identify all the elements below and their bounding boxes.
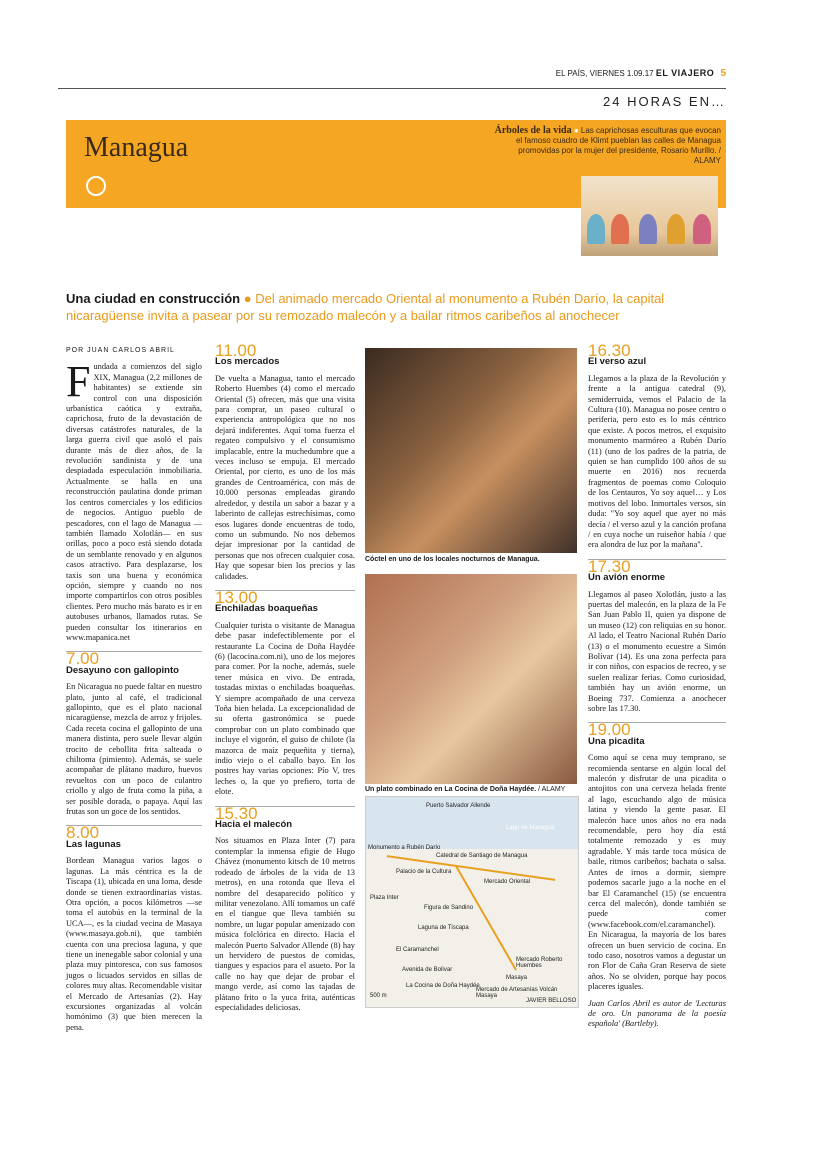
map-label: La Cocina de Doña Haydée <box>406 983 480 989</box>
map-label: Catedral de Santiago de Managua <box>436 853 528 859</box>
map-label: Laguna de Tiscapa <box>418 925 469 931</box>
intro-text: undada a comienzos del siglo XIX, Managua (2,2 millones de habitantes) se extiende sin control con una disposición urbanística caótica y extraña, caprichosa, fruto de la devastación de diversas catástrofes naturales, de la larga guerra civil que asoló el país durante más de diez años, de la revolución sandinista y de una despiadada especulación inmobiliaria. Actualmente se halla en una reconstrucción paulatina donde priman los centros comerciales y los edificios de negocios. Antiguo pueblo de pescadores, con el lago de Managua —también llamado Xolotlán— en sus orillas, poco a poco está siendo dotada de un semblante renovado y en algunos casos atractivo. Para desplazarse, los taxis son una buena y económica opción, siempre y cuando no nos importe compartirlos con otros posibles clientes. Pero mucho más barato es ir en autobuses urbanos, llamados rutas. Se pueden consultar los itinerarios en www.mapanica.net <box>66 362 202 642</box>
time-1100: 11.00 <box>215 341 257 360</box>
section-text-1100: De vuelta a Managua, tanto el mercado Roberto Huembes (4) como el mercado Oriental (5) ofrecen, más que una visita para comprar, un paseo cultural o experiencia antropológica que no nos dejará indiferentes. Aquí toma fuerza el regateo compulsivo y el consumismo implacable, entre la muchedumbre que a veces incluso se empuja. El mercado Oriental, por cierto, es uno de los más grandes de Centroamérica, con más de 10.000 personas empleadas girando alrededor, y destila un sabor a bazar y a laberinto de callejas estrechísimas, como esos lugares donde encuentras de todo, como un submundo. No nos debemos dejar impresionar por la cantidad de personas que nos ofrecen cualquier cosa. Hay que sopesar bien los precios y las calidades. <box>215 373 355 581</box>
photo-caption-2-credit: / ALAMY <box>538 786 566 793</box>
section-title-1630: El verso azul <box>588 356 647 368</box>
section-title-800: Las lagunas <box>66 838 121 850</box>
time-800: 8.00 <box>66 825 202 838</box>
map-label: Plaza Inter <box>370 895 399 901</box>
author-note: Juan Carlos Abril es autor de 'Lecturas de oro. Un panorama de la poesía española' (Bartleby). <box>588 998 726 1029</box>
map-label: Palacio de la Cultura <box>396 869 452 875</box>
time-700: 7.00 <box>66 651 202 664</box>
map-label: Monumento a Rubén Darío <box>368 845 441 851</box>
section-text-1300: Cualquier turista o visitante de Managua debe pasar indefectiblemente por el restaurante La Cocina de Doña Haydée (6) (lacocina.com.ni), uno de los mejores para comer. Por la noche, además, suele tener música en vivo. De entrada, tostadas mixtas o enchiladas boaqueñas. Y siempre acompañado de una cerveza Toña bien helada. La excepcionalidad de su oferta gastronómica se puede comprobar con un plato combinado que incluye el vigorón, el guiso de chilote (la mazorca de maíz pequeñita y tierna), indio viejo o el caballo bayo. En los postres hay varias opciones: Pío V, tres leches o, la que yo prefiero, torta de elote. <box>215 620 355 797</box>
time-1900: 19.00 <box>588 722 726 735</box>
map-label: El Caramanchel <box>396 947 439 953</box>
cocktail-photo <box>365 348 577 553</box>
section-text-700: En Nicaragua no puede faltar en nuestro plato, junto al café, el tradicional gallopinto, que es el plato nacional nicaragüense, mezcla de arroz y frijoles. Cada receta cocina el gallopinto de una manera distinta, pero suele llevar algún trocito de cebollita frita salteada o chiltoma (pimiento). Además, se suele acompañar de plátano maduro, huevos revueltos con un poco de culantro criollo y algo de fruta como la piña, a ser posible dorada, o papaya. Aquí las frutas son un goce de los sentidos. <box>66 682 202 817</box>
map-label: Mercado Oriental <box>484 879 531 885</box>
photo-caption-2-text: Un plato combinado en La Cocina de Doña Haydée. <box>365 786 537 793</box>
publication-date: EL PAÍS, VIERNES 1.09.17 <box>555 69 654 78</box>
page-number: 5 <box>720 68 726 79</box>
column-2 <box>215 341 355 1013</box>
banner-caption-credit: / ALAMY <box>693 146 721 165</box>
banner-caption-title: Árboles de la vida <box>494 125 572 136</box>
column-1 <box>66 346 202 1033</box>
map-label: Lago de Managua <box>506 825 555 831</box>
banner-caption-text: Las caprichosas esculturas que evocan el famoso cuadro de Klimt pueblan las calles de Managua promovidas por la mujer del presidente, Rosario Murillo. <box>515 126 721 155</box>
map-scale: 500 m <box>370 993 387 999</box>
city-map <box>365 796 579 1008</box>
location-pin-icon <box>86 176 106 196</box>
section-title-700: Desayuno con gallopinto <box>66 664 179 676</box>
section-title-1530: Hacia el malecón <box>215 819 293 831</box>
time-1630: 16.30 <box>588 341 631 360</box>
header-rule <box>58 88 726 89</box>
map-label: Figura de Sandino <box>424 905 474 911</box>
column-4 <box>588 341 726 1030</box>
map-label: Mercado de Artesanías Volcán Masaya <box>476 987 558 999</box>
section-title-1100: Los mercados <box>215 356 280 368</box>
intro-paragraph <box>66 357 202 643</box>
trees-of-life-photo <box>581 176 718 256</box>
section-text-1630: Llegamos a la plaza de la Revolución y frente a la antigua catedral (9), semiderruida, vemos el Palacio de la Cultura (10). Managua no posee centro o periferia, pero esto es lo más céntrico que existe. A pocos metros, el exquisito monumento marmóreo a Rubén Darío (11) (uno de los padres de la patria, de quien se han cumplido 100 años de su muerte en 2016) nos recuerda fragmentos de poemas como Coloquio de los Centauros, Yo soy aquel… y Los motivos del lobo. Inmortales versos, sin duda: "Yo soy aquel que ayer no más decía / el verso azul y la canción profana / en cuya noche un ruiseñor había / que era alondra de luz por la mañana". <box>588 373 726 550</box>
section-title-1730: Un avión enorme <box>588 572 666 584</box>
running-header <box>58 68 726 84</box>
section-text-800: Bordean Managua varios lagos o lagunas. La más céntrica es la de Tiscapa (1), ubicada en una loma, desde donde se tienen extraordinarias vistas. Otra opción, a pocos kilómetros —se toma el autobús en la terminal de la UCA—, es la ciudad vecina de Masaya (www.masaya.gob.ni), que también cuenta con una preciosa laguna, y que tiene un inenegable sabor colonial y una plaza muy pintoresca, con sus famosos jugos o licuados servidos en sillas de colores muy altas. Recomendable visitar el Mercado de Artesanías (2). Hay excursiones organizadas al volcán homónimo (3) que bien merecen la pena. <box>66 856 202 1032</box>
section-title-1300: Enchiladas boaqueñas <box>215 603 318 615</box>
map-label: Mercado Roberto Huembes <box>516 957 563 969</box>
map-credit: JAVIER BELLOSO <box>526 998 577 1004</box>
map-label: Puerto Salvador Allende <box>426 803 491 809</box>
newspaper-page <box>58 68 726 1118</box>
banner-caption: Árboles de la vida ● Las caprichosas esculturas que evocan el famoso cuadro de Klimt pueblan las calles de Managua promovidas por la mujer del presidente, Rosario Murillo. / ALAMY <box>494 125 721 165</box>
time-1730: 17.30 <box>588 559 726 572</box>
kicker: 24 HORAS EN… <box>603 94 726 109</box>
time-1530: 15.30 <box>215 806 355 819</box>
map-label: Avenida de Bolívar <box>402 967 453 973</box>
article-headline: Una ciudad en construcción ● Del animado mercado Oriental al monumento a Rubén Darío, la capital nicaragüense invita a pasear por su remozado malecón y a bailar ritmos caribeños al anochecer <box>66 291 665 323</box>
section-text-1730: Llegamos al paseo Xolotlán, justo a las puertas del malecón, en la plaza de la Fe San Juan Pablo II, quien ya dispone de un museo (12) con reliquias en su honor. Al lado, el Teatro Nacional Rubén Darío (13) o el monumento ecuestre a Simón Bolívar (14). Es una zona perfecta para ir con niños, con espacios de recreo, y se suelen realizar ferias. Como curiosidad, también hay un avión enorme, un Boeing 737. Comienza a anochecer sobre las 17.30. <box>588 589 726 713</box>
time-1300: 13.00 <box>215 590 355 603</box>
byline: POR JUAN CARLOS ABRIL <box>66 347 175 354</box>
section-text-1900: Como aquí se cena muy temprano, se recomienda sentarse en algún local del malecón y disfrutar de una picadita o antojitos con una cerveza helada frente al lago, escuchando algo de música latina y viendo la gente pasar. El malecón hace unos años no era nada recomendable, pero hoy día está totalmente remozado y es muy agradable. Y más tarde toca música de baile, ritmos caribeños; bachata o salsa. Antes de irnos a dormir, siempre podemos sacarle jugo a la noche en el bar El Caramanchel (15) (se encuentra cerca del malecón), donde también se puede comer (www.facebook.com/el.caramanchel). En Nicaragua, la mayoría de los bares ofrecen un buen servicio de cocina. En todo caso, nosotros vamos a degustar un ron Flor de Caña Gran Reserva de siete años. No se olviden, porque hay pocos placeres iguales. <box>588 753 726 992</box>
photo-caption-1: Cóctel en uno de los locales nocturnos de Managua. <box>365 556 540 563</box>
section-text-1530: Nos situamos en Plaza Inter (7) para contemplar la inmensa efigie de Hugo Chávez (monumento kitsch de 10 metros rodeado de árboles de la vida de 13 metros), en una rotonda que lleva el nombre del desaparecido político y militar venezolano. Allí tomamos un café en el tiangue que lleva también su nombre, un lugar popular amenizado con música folclórica en directo. Hacia el malecón Puerto Salvador Allende (8) hay un hervidero de puestos de comidas, tiangues y espacios para el asueto. Por la calle no hay que dejar de probar el mango verde, así como las tajadas de plátano frito o la yuca frita, auténticas especialidades deliciosas. <box>215 836 355 1012</box>
restaurant-photo <box>365 574 577 784</box>
headline-title: Una ciudad en construcción <box>66 291 241 306</box>
section-title-1900: Una picadita <box>588 735 645 747</box>
headline-subtitle: Del animado mercado Oriental al monumento a Rubén Darío, la capital nicaragüense invita a pasear por su remozado malecón y a bailar ritmos caribeños al anochecer <box>66 291 665 323</box>
section-name: EL VIAJERO <box>655 68 715 78</box>
drop-cap: F <box>66 357 91 407</box>
map-label: Masaya <box>506 975 528 981</box>
city-title: Managua <box>84 132 189 163</box>
photo-caption-2 <box>365 786 577 793</box>
